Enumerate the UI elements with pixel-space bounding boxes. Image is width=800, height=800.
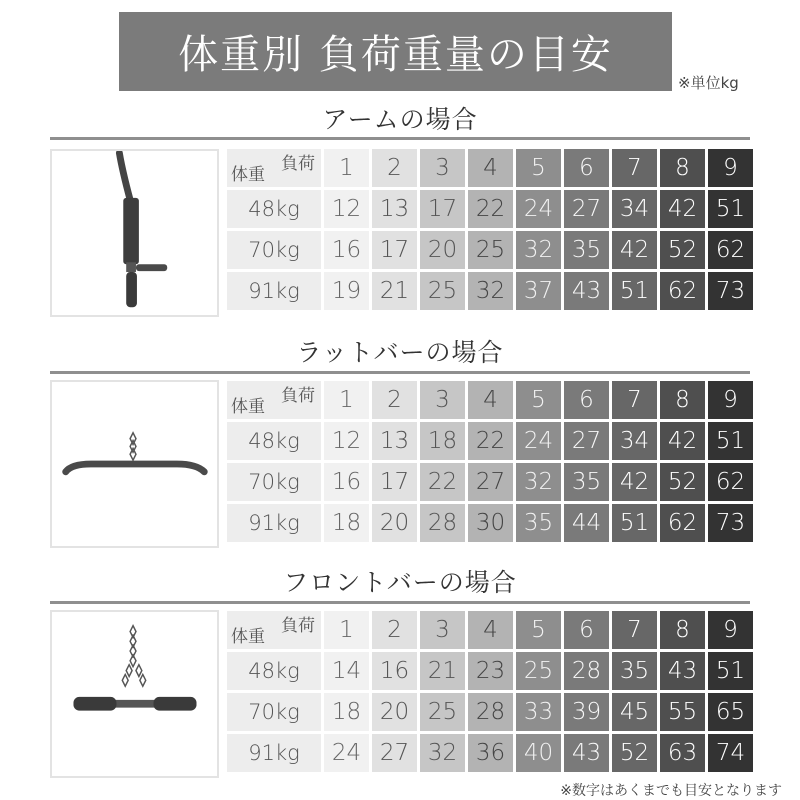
load-value-cell: 45 xyxy=(612,693,657,731)
load-value-cell: 28 xyxy=(468,693,513,731)
table-header-row xyxy=(227,149,753,187)
load-value-cell: 27 xyxy=(564,190,609,228)
load-value-cell: 16 xyxy=(324,231,369,269)
load-value-cell: 36 xyxy=(468,734,513,772)
level-header-cell: 8 xyxy=(660,381,705,419)
load-value-cell: 27 xyxy=(372,734,417,772)
load-value-cell: 25 xyxy=(420,693,465,731)
level-header-cell: 4 xyxy=(468,381,513,419)
load-table-front-bar xyxy=(224,608,756,775)
corner-header-cell xyxy=(227,611,321,649)
level-header-cell: 5 xyxy=(516,611,561,649)
load-value-cell: 73 xyxy=(708,504,753,542)
level-header-cell: 9 xyxy=(708,381,753,419)
section-title-arm: アームの場合 xyxy=(322,105,478,134)
section-title-front-bar: フロントバーの場合 xyxy=(283,568,517,597)
load-value-cell: 30 xyxy=(468,504,513,542)
load-value-cell: 32 xyxy=(420,734,465,772)
level-header-cell: 7 xyxy=(612,611,657,649)
load-value-cell: 23 xyxy=(468,652,513,690)
load-value-cell: 16 xyxy=(324,463,369,501)
load-value-cell: 73 xyxy=(708,272,753,310)
load-value-cell: 51 xyxy=(612,272,657,310)
load-value-cell: 74 xyxy=(708,734,753,772)
load-value-cell: 18 xyxy=(324,504,369,542)
table-row xyxy=(227,272,753,310)
load-value-cell: 62 xyxy=(660,504,705,542)
load-value-cell: 35 xyxy=(564,463,609,501)
table-row xyxy=(227,693,753,731)
load-value-cell: 35 xyxy=(612,652,657,690)
load-value-cell: 25 xyxy=(468,231,513,269)
level-header-cell: 5 xyxy=(516,149,561,187)
load-value-cell: 20 xyxy=(372,693,417,731)
load-value-cell: 27 xyxy=(468,463,513,501)
load-value-cell: 62 xyxy=(660,272,705,310)
table-row xyxy=(227,422,753,460)
load-value-cell: 28 xyxy=(420,504,465,542)
load-table-arm xyxy=(224,146,756,313)
load-value-cell: 34 xyxy=(612,190,657,228)
level-header-cell: 3 xyxy=(420,611,465,649)
section-divider xyxy=(50,137,750,140)
table-header-row xyxy=(227,611,753,649)
body-weight-cell: 48kg xyxy=(227,652,321,690)
level-header-cell: 2 xyxy=(372,611,417,649)
load-value-cell: 17 xyxy=(372,463,417,501)
table-row xyxy=(227,190,753,228)
level-header-cell: 1 xyxy=(324,381,369,419)
level-header-cell: 7 xyxy=(612,381,657,419)
load-header-label: 負荷 xyxy=(281,386,315,406)
load-value-cell: 22 xyxy=(468,190,513,228)
table-row xyxy=(227,231,753,269)
load-value-cell: 43 xyxy=(660,652,705,690)
section-divider xyxy=(50,371,750,374)
load-value-cell: 28 xyxy=(564,652,609,690)
load-value-cell: 43 xyxy=(564,734,609,772)
level-header-cell: 1 xyxy=(324,611,369,649)
table-row xyxy=(227,734,753,772)
lat-bar-image xyxy=(50,380,219,548)
load-value-cell: 16 xyxy=(372,652,417,690)
load-value-cell: 40 xyxy=(516,734,561,772)
section-divider xyxy=(50,601,750,604)
body-weight-cell: 48kg xyxy=(227,190,321,228)
load-value-cell: 20 xyxy=(420,231,465,269)
load-value-cell: 12 xyxy=(324,422,369,460)
load-value-cell: 34 xyxy=(612,422,657,460)
table-row xyxy=(227,652,753,690)
load-value-cell: 22 xyxy=(468,422,513,460)
body-weight-cell: 91kg xyxy=(227,504,321,542)
level-header-cell: 1 xyxy=(324,149,369,187)
load-value-cell: 13 xyxy=(372,422,417,460)
load-value-cell: 24 xyxy=(324,734,369,772)
load-value-cell: 65 xyxy=(708,693,753,731)
load-value-cell: 19 xyxy=(324,272,369,310)
load-value-cell: 17 xyxy=(372,231,417,269)
level-header-cell: 8 xyxy=(660,149,705,187)
load-value-cell: 24 xyxy=(516,422,561,460)
load-value-cell: 25 xyxy=(420,272,465,310)
load-value-cell: 21 xyxy=(372,272,417,310)
load-value-cell: 14 xyxy=(324,652,369,690)
table-header-row xyxy=(227,381,753,419)
load-value-cell: 24 xyxy=(516,190,561,228)
load-value-cell: 63 xyxy=(660,734,705,772)
level-header-cell: 4 xyxy=(468,149,513,187)
load-value-cell: 21 xyxy=(420,652,465,690)
load-value-cell: 42 xyxy=(612,231,657,269)
load-value-cell: 32 xyxy=(468,272,513,310)
body-weight-cell: 70kg xyxy=(227,693,321,731)
load-table-lat-bar xyxy=(224,378,756,545)
front-bar-image xyxy=(50,610,219,778)
arm-attachment-image xyxy=(50,149,219,317)
body-weight-cell: 70kg xyxy=(227,463,321,501)
section-title-lat-bar: ラットバーの場合 xyxy=(296,338,504,367)
load-value-cell: 44 xyxy=(564,504,609,542)
weight-header-label: 体重 xyxy=(231,397,265,417)
level-header-cell: 3 xyxy=(420,381,465,419)
unit-note: ※単位kg xyxy=(678,74,739,92)
load-value-cell: 62 xyxy=(708,463,753,501)
load-value-cell: 42 xyxy=(660,190,705,228)
load-value-cell: 43 xyxy=(564,272,609,310)
load-header-label: 負荷 xyxy=(281,154,315,174)
level-header-cell: 2 xyxy=(372,381,417,419)
load-value-cell: 32 xyxy=(516,231,561,269)
body-weight-cell: 91kg xyxy=(227,272,321,310)
load-value-cell: 20 xyxy=(372,504,417,542)
load-value-cell: 33 xyxy=(516,693,561,731)
load-value-cell: 51 xyxy=(708,422,753,460)
load-value-cell: 52 xyxy=(612,734,657,772)
table-row xyxy=(227,463,753,501)
load-value-cell: 17 xyxy=(420,190,465,228)
page-title: 体重別 負荷重量の目安 xyxy=(119,12,672,91)
load-value-cell: 52 xyxy=(660,463,705,501)
table-row xyxy=(227,504,753,542)
footnote: ※数字はあくまでも目安となります xyxy=(560,783,782,799)
load-value-cell: 51 xyxy=(708,652,753,690)
load-value-cell: 52 xyxy=(660,231,705,269)
level-header-cell: 6 xyxy=(564,611,609,649)
load-value-cell: 39 xyxy=(564,693,609,731)
body-weight-cell: 48kg xyxy=(227,422,321,460)
load-value-cell: 35 xyxy=(564,231,609,269)
level-header-cell: 6 xyxy=(564,381,609,419)
corner-header-cell xyxy=(227,149,321,187)
level-header-cell: 6 xyxy=(564,149,609,187)
load-value-cell: 62 xyxy=(708,231,753,269)
load-value-cell: 18 xyxy=(324,693,369,731)
body-weight-cell: 91kg xyxy=(227,734,321,772)
load-value-cell: 55 xyxy=(660,693,705,731)
load-header-label: 負荷 xyxy=(281,616,315,636)
level-header-cell: 7 xyxy=(612,149,657,187)
level-header-cell: 9 xyxy=(708,611,753,649)
load-value-cell: 37 xyxy=(516,272,561,310)
load-value-cell: 25 xyxy=(516,652,561,690)
load-value-cell: 27 xyxy=(564,422,609,460)
load-value-cell: 51 xyxy=(708,190,753,228)
weight-header-label: 体重 xyxy=(231,627,265,647)
body-weight-cell: 70kg xyxy=(227,231,321,269)
load-value-cell: 32 xyxy=(516,463,561,501)
load-value-cell: 18 xyxy=(420,422,465,460)
load-value-cell: 42 xyxy=(612,463,657,501)
weight-header-label: 体重 xyxy=(231,165,265,185)
level-header-cell: 4 xyxy=(468,611,513,649)
level-header-cell: 9 xyxy=(708,149,753,187)
level-header-cell: 8 xyxy=(660,611,705,649)
load-value-cell: 22 xyxy=(420,463,465,501)
level-header-cell: 2 xyxy=(372,149,417,187)
corner-header-cell xyxy=(227,381,321,419)
level-header-cell: 3 xyxy=(420,149,465,187)
load-value-cell: 42 xyxy=(660,422,705,460)
load-value-cell: 12 xyxy=(324,190,369,228)
load-value-cell: 35 xyxy=(516,504,561,542)
load-value-cell: 13 xyxy=(372,190,417,228)
load-value-cell: 51 xyxy=(612,504,657,542)
level-header-cell: 5 xyxy=(516,381,561,419)
